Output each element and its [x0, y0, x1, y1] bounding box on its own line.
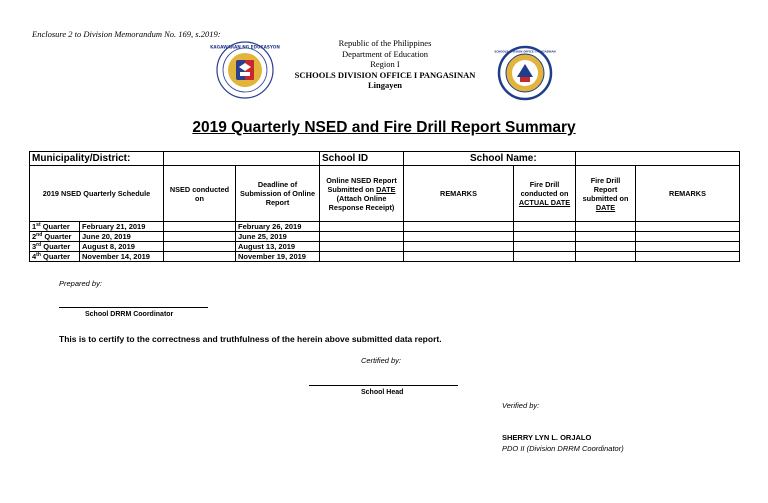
column-headers — [30, 166, 740, 222]
division-seal-text: SCHOOLS DIVISION OFFICE I PANGASINAN — [494, 50, 556, 54]
remarks-cell[interactable] — [404, 242, 514, 252]
report-title: 2019 Quarterly NSED and Fire Drill Report Summary — [192, 119, 576, 136]
fire-drill-cell[interactable] — [514, 232, 576, 242]
quarter-label: 3rd Quarter — [30, 242, 80, 252]
col-schedule: 2019 NSED Quarterly Schedule — [30, 166, 164, 222]
division-seal-icon — [494, 46, 556, 100]
header-line-3: Region I — [370, 59, 400, 69]
online-report-cell[interactable] — [320, 252, 404, 262]
fire-drill-cell[interactable] — [514, 252, 576, 262]
enclosure-note: Enclosure 2 to Division Memorandum No. 169, s.2019: — [32, 29, 221, 39]
school-id-label: School ID — [320, 152, 404, 166]
remarks-cell[interactable] — [636, 252, 740, 262]
school-name-label: School Name: — [470, 153, 537, 164]
online-report-cell[interactable] — [320, 232, 404, 242]
remarks-cell[interactable] — [404, 222, 514, 232]
verifier-title: PDO II (Division DRRM Coordinator) — [502, 444, 624, 453]
quarter-date: August 8, 2019 — [80, 242, 164, 252]
fire-report-cell[interactable] — [576, 252, 636, 262]
remarks-cell[interactable] — [636, 242, 740, 252]
table-row — [30, 242, 740, 252]
prepared-by-label: Prepared by: — [59, 279, 102, 288]
verified-by-label: Verified by: — [502, 401, 540, 410]
certified-by-label: Certified by: — [361, 356, 402, 365]
header-line-1: Republic of the Philippines — [338, 38, 432, 48]
col-fire-report: Fire Drill Report submitted on DATE — [576, 166, 636, 222]
header-line-5: Lingayen — [367, 80, 402, 90]
quarter-label: 4th Quarter — [30, 252, 80, 262]
quarter-label: 2nd Quarter — [30, 232, 80, 242]
certification-text: This is to certify to the correctness and truthfulness of the herein above submitted data report. — [59, 334, 442, 344]
remarks-cell[interactable] — [404, 252, 514, 262]
table-row — [30, 252, 740, 262]
fire-drill-cell[interactable] — [514, 242, 576, 252]
letterhead — [250, 38, 520, 91]
nsed-conducted-cell[interactable] — [164, 222, 236, 232]
nsed-conducted-cell[interactable] — [164, 252, 236, 262]
remarks-cell[interactable] — [636, 232, 740, 242]
quarter-date: November 14, 2019 — [80, 252, 164, 262]
school-id-field[interactable] — [404, 152, 576, 166]
municipality-label: Municipality/District: — [30, 152, 164, 166]
table-row — [30, 222, 740, 232]
fire-report-cell[interactable] — [576, 242, 636, 252]
coordinator-signature-line[interactable] — [59, 307, 208, 308]
deadline-cell: August 13, 2019 — [236, 242, 320, 252]
deadline-cell: February 26, 2019 — [236, 222, 320, 232]
verifier-name: SHERRY LYN L. ORJALO — [502, 433, 592, 442]
fire-drill-cell[interactable] — [514, 222, 576, 232]
header-line-4: SCHOOLS DIVISION OFFICE I PANGASINAN — [294, 69, 476, 80]
online-report-cell[interactable] — [320, 222, 404, 232]
remarks-cell[interactable] — [636, 222, 740, 232]
table-row — [30, 232, 740, 242]
deadline-cell: June 25, 2019 — [236, 232, 320, 242]
quarter-date: February 21, 2019 — [80, 222, 164, 232]
header-line-2: Department of Education — [342, 48, 428, 59]
fire-report-cell[interactable] — [576, 222, 636, 232]
col-remarks-2: REMARKS — [636, 166, 740, 222]
online-report-cell[interactable] — [320, 242, 404, 252]
municipality-field[interactable] — [164, 152, 320, 166]
school-name-field[interactable] — [576, 152, 740, 166]
fire-report-cell[interactable] — [576, 232, 636, 242]
deadline-cell: November 19, 2019 — [236, 252, 320, 262]
col-deadline: Deadline of Submission of Online Report — [236, 166, 320, 222]
col-remarks-1: REMARKS — [404, 166, 514, 222]
quarter-date: June 20, 2019 — [80, 232, 164, 242]
report-table — [29, 151, 740, 262]
school-head-signature-line[interactable] — [309, 385, 458, 386]
deped-seal-text: KAGAWARAN NG EDUKASYON — [210, 44, 280, 50]
col-nsed-conducted: NSED conducted on — [164, 166, 236, 222]
col-fire-drill: Fire Drill conducted on ACTUAL DATE — [514, 166, 576, 222]
col-online-report: Online NSED Report Submitted on DATE (Attach Online Response Receipt) — [320, 166, 404, 222]
info-row — [30, 152, 740, 166]
nsed-conducted-cell[interactable] — [164, 242, 236, 252]
nsed-conducted-cell[interactable] — [164, 232, 236, 242]
remarks-cell[interactable] — [404, 232, 514, 242]
coordinator-label: School DRRM Coordinator — [85, 311, 174, 318]
quarter-label: 1st Quarter — [30, 222, 80, 232]
school-head-label: School Head — [361, 389, 404, 396]
